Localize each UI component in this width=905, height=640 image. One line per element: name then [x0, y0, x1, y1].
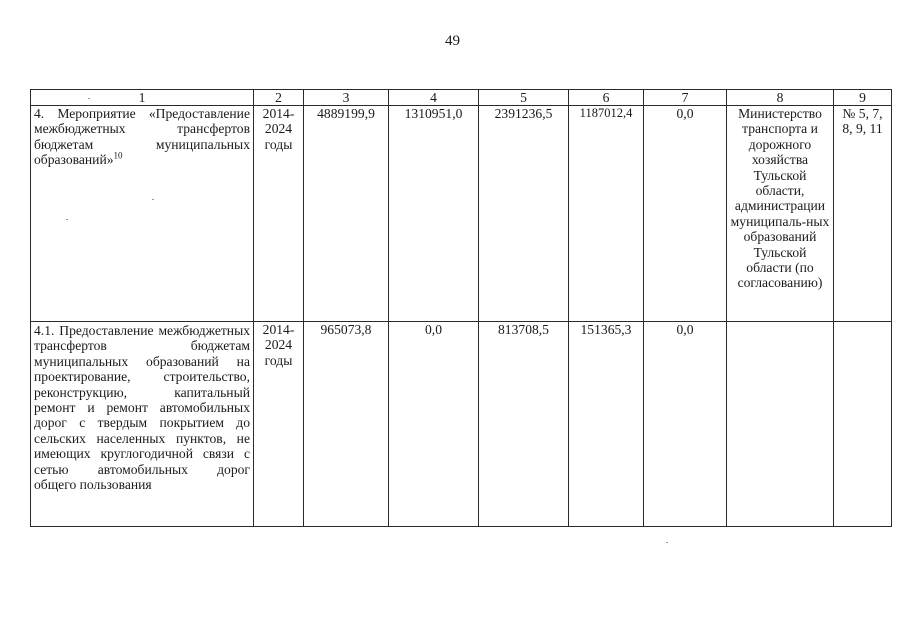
scan-speck [88, 98, 90, 99]
footnote-marker: 10 [113, 150, 123, 161]
row-value-col5: 813708,5 [479, 322, 569, 527]
page-number: 49 [445, 33, 460, 49]
column-header-2: 2 [254, 90, 304, 106]
column-header-7: 7 [644, 90, 727, 106]
row-executor [727, 322, 834, 527]
scan-speck [152, 199, 154, 200]
row-years: 2014-2024 годы [254, 106, 304, 322]
program-table [30, 89, 892, 527]
row-value-col3: 4889199,9 [304, 106, 389, 322]
row-description-text: 4.1. Предоставление межбюджетных трансфертов бюджетам муниципальных образований на проектирование, строительство, реконструкцию, капитальный ремонт и ремонт автомобильных дорог с твердым покрытием до сельских населенных пунктов, не имеющих круглогодичной связи с сетью автомобильных дорог [34, 323, 250, 477]
row-value-col7: 0,0 [644, 322, 727, 527]
row-executor: Министерство транспорта и дорожного хозяйства Тульской области, администрации муниципаль-ных образований Тульской области (по согласованию) [727, 106, 834, 322]
row-value-col7: 0,0 [644, 106, 727, 322]
row-value-col6: 1187012,4 [569, 106, 644, 322]
scan-speck [666, 542, 668, 543]
row-value-col5: 2391236,5 [479, 106, 569, 322]
column-header-3: 3 [304, 90, 389, 106]
scan-speck [66, 219, 68, 220]
column-header-6: 6 [569, 90, 644, 106]
column-header-8: 8 [727, 90, 834, 106]
table-row [31, 322, 892, 527]
row-value-col3: 965073,8 [304, 322, 389, 527]
row-indicators [834, 322, 892, 527]
column-header-9: 9 [834, 90, 892, 106]
column-header-1: 1 [31, 90, 254, 106]
row-value-col4: 0,0 [389, 322, 479, 527]
row-description [31, 322, 254, 527]
row-indicators: № 5, 7, 8, 9, 11 [834, 106, 892, 322]
table-row [31, 106, 892, 322]
row-description [31, 106, 254, 322]
column-header-4: 4 [389, 90, 479, 106]
header-row [31, 90, 892, 106]
row-years: 2014-2024 годы [254, 322, 304, 527]
row-description-text: 4. Мероприятие «Предоставление межбюджетных трансфертов бюджетам муниципальных образований» [34, 106, 250, 168]
column-header-5: 5 [479, 90, 569, 106]
row-description-last-line: общего пользования [34, 477, 152, 493]
row-value-col4: 1310951,0 [389, 106, 479, 322]
row-value-col6: 151365,3 [569, 322, 644, 527]
